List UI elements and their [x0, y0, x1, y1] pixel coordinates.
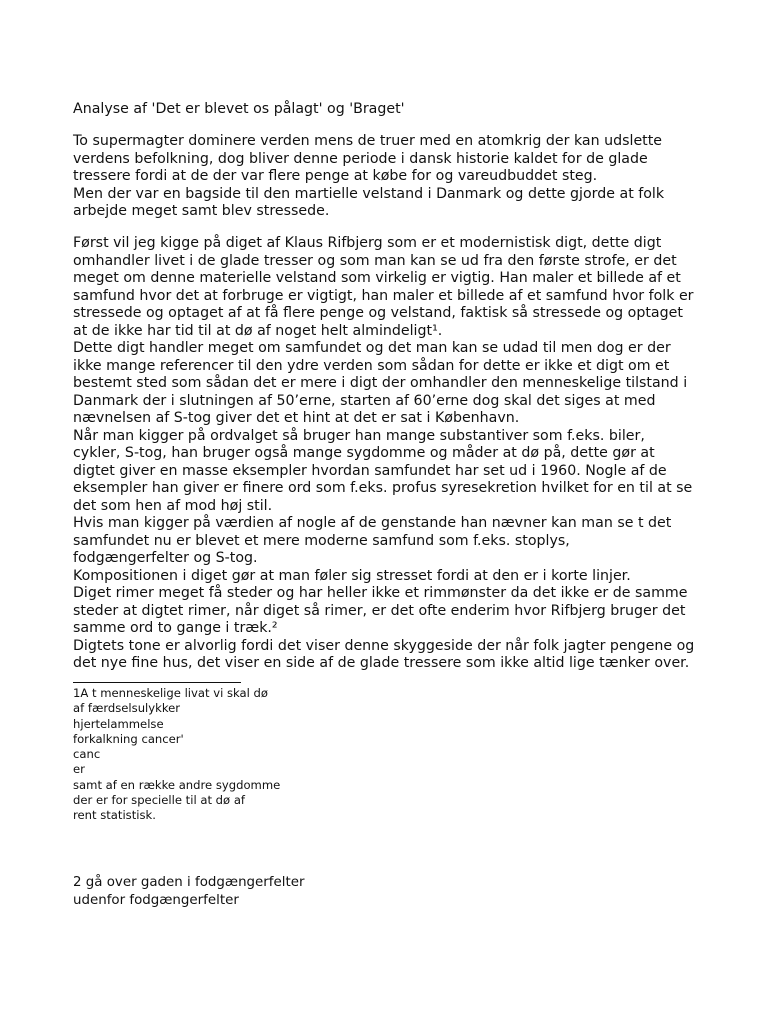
footnote-line: rent statistisk. [73, 808, 156, 823]
text-line: bestemt sted som sådan det er mere i digt der omhandler den menneskelige tilstand i [73, 375, 688, 391]
text-line: fodgængerfelter og S-tog. [73, 550, 258, 566]
footnote-line: af færdselsulykker [73, 701, 181, 716]
text-line: tressere fordi at de der var flere penge at købe for og vareudbuddet steg. [73, 168, 598, 184]
text-line: omhandler livet i de glade tresser og som man kan se ud fra den første strofe, er det [73, 252, 677, 269]
footnote-line: 2 gå over gaden i fodgængerfelter [73, 875, 305, 890]
footnote-2 [73, 874, 304, 909]
text-line: eksempler han giver er finere ord som f.eks. profus syresekretion hvilket for en til at se [73, 480, 693, 496]
text-line: ikke mange referencer til den ydre verden som sådan for dette er ikke et digt om et [73, 357, 670, 374]
footnote-line: samt af en række andre sygdomme [73, 777, 281, 792]
paragraph-analysis [73, 235, 694, 673]
text-line: det nye fine hus, det viser en side af de glade tressere som ikke altid lige tænker over. [73, 655, 690, 671]
text-line: nævnelsen af S-tog giver det et hint at det er sat i København. [73, 410, 520, 426]
text-line: Først vil jeg kigge på diget af Klaus Rifbjerg som er et modernistisk digt, dette digt [73, 235, 662, 251]
footnote-line: der er for specielle til at dø af [73, 793, 246, 808]
text-line: verdens befolkning, dog bliver denne periode i dansk historie kaldet for de glade [73, 150, 648, 167]
text-line: cykler, S-tog, han bruger også mange sygdomme og måder at dø på, dette gør at [73, 445, 655, 461]
text-line: digtet giver en masse eksempler hvordan samfundet har set ud i 1960. Nogle af de [73, 462, 667, 479]
text-line: stressede og optaget af at få flere penge og velstand, faktisk så stressede og optaget [73, 305, 683, 321]
text-line: det som hen af mod høj stil. [73, 497, 273, 514]
text-line: samfundet nu er blevet et mere moderne samfund som f.eks. stoplys, [73, 532, 570, 549]
footnote-1 [73, 686, 280, 824]
text-line: Diget rimer meget få steder og har heller ikke et rimmønster da det ikke er de samme [73, 585, 688, 601]
document-title: Analyse af 'Det er blevet os pålagt' og 'Braget' [73, 101, 405, 117]
text-line: arbejde meget samt blev stressede. [73, 203, 330, 219]
text-line: samme ord to gange i træk.² [73, 620, 278, 636]
footnote-line: 1A t menneskelige livat vi skal dø [73, 686, 268, 700]
footnote-line: er [73, 762, 85, 777]
paragraph-intro [73, 133, 664, 221]
text-line: samfund hvor det at forbruge er vigtigt, han maler et billede af et samfund hvor folk er [73, 287, 694, 304]
text-line: Kompositionen i diget gør at man føler sig stresset fordi at den er i korte linjer. [73, 567, 631, 584]
footnote-line: canc [73, 747, 101, 762]
text-line: Når man kigger på ordvalget så bruger han mange substantiver som f.eks. biler, [73, 427, 645, 444]
footnote-line: hjertelammelse [73, 716, 164, 731]
text-line: steder at digtet rimer, når diget så rimer, er det ofte enderim hvor Rifbjerg bruger det [73, 602, 686, 619]
text-line: Danmark der i slutningen af 50’erne, starten af 60’erne dog skal det siges at med [73, 392, 656, 409]
footnote-line: forkalkning cancer' [73, 731, 184, 746]
text-line: Men der var en bagside til den martielle velstand i Danmark og dette gjorde at folk [73, 185, 665, 202]
text-line: meget om denne materielle velstand som virkelig er vigtig. Han maler et billede af et [73, 270, 681, 286]
text-line: at de ikke har tid til at dø af noget helt almindeligt¹. [73, 322, 443, 339]
text-line: Hvis man kigger på værdien af nogle af de genstande han nævner kan man se t det [73, 515, 672, 531]
footnote-separator [73, 682, 241, 683]
text-line: Digtets tone er alvorlig fordi det viser denne skyggeside der når folk jagter pengene og [73, 637, 695, 654]
footnote-line: udenfor fodgængerfelter [73, 892, 239, 908]
text-line: Dette digt handler meget om samfundet og det man kan se udad til men dog er der [73, 340, 671, 356]
text-line: To supermagter dominere verden mens de truer med en atomkrig der kan udslette [73, 133, 663, 149]
